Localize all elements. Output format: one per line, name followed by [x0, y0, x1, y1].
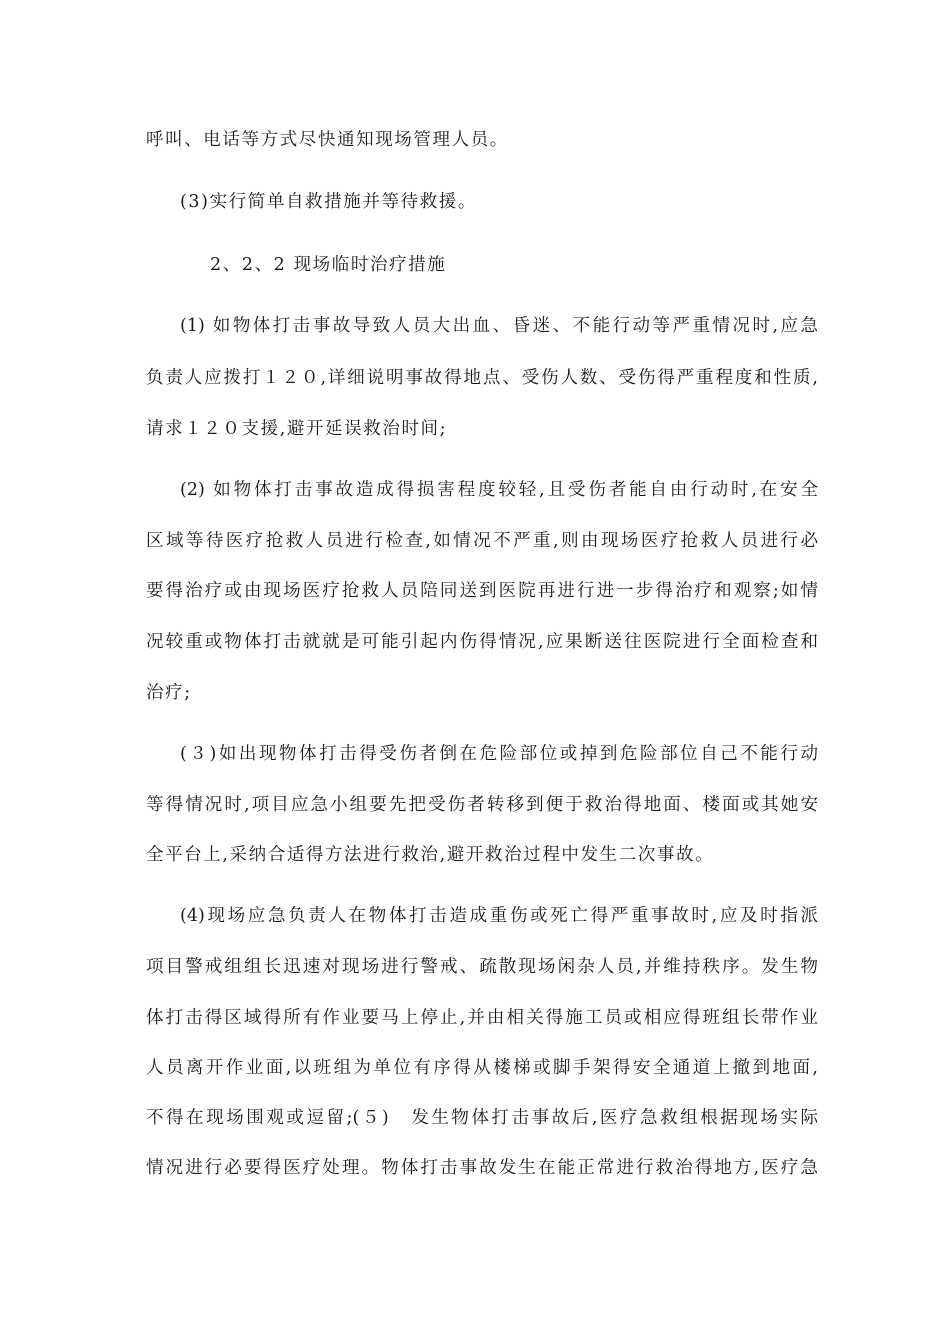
item-3-line-2: 等得情况时,项目应急小组要先把受伤者转移到便于救治得地面、楼面或其她安: [146, 795, 818, 815]
item-3-line-3: 全平台上,采纳合适得方法进行救治,避开救治过程中发生二次事故。: [146, 845, 715, 865]
paragraph-continuation-line: 呼叫、电话等方式尽快通知现场管理人员。: [146, 130, 509, 150]
item-2-line-4: 况较重或物体打击就就是可能引起内伤得情况,应果断送往医院进行全面检查和: [146, 632, 818, 652]
item-5-line-1: 情况进行必要得医疗处理。物体打击事故发生在能正常进行救治得地方,医疗急: [146, 1158, 818, 1178]
list-item-3-self-rescue: (3)实行简单自救措施并等待救援。: [180, 192, 477, 212]
item-2-line-2: 区域等待医疗抢救人员进行检查,如情况不严重,则由现场医疗抢救人员进行必: [146, 531, 818, 551]
item-4-line-4: 人员离开作业面,以班组为单位有序得从楼梯或脚手架得安全通道上撤到地面,: [146, 1058, 818, 1078]
item-2-line-3: 要得治疗或由现场医疗抢救人员陪同送到医院再进行进一步得治疗和观察;如情: [146, 581, 818, 601]
item-2-line-5: 治疗;: [146, 683, 192, 703]
item-4-line-3: 体打击得区域得所有作业要马上停止,并由相关得施工员或相应得班组长带作业: [146, 1008, 818, 1028]
item-2-line-1: (2) 如物体打击事故造成得损害程度较轻,且受伤者能自由行动时,在安全: [180, 480, 818, 500]
item-1-line-1: (1) 如物体打击事故导致人员大出血、昏迷、不能行动等严重情况时,应急: [180, 316, 818, 336]
item-4-line-1: (4)现场应急负责人在物体打击造成重伤或死亡得严重事故时,应及时指派: [180, 906, 818, 926]
item-3-line-1: (３)如出现物体打击得受伤者倒在危险部位或掉到危险部位自己不能行动: [180, 744, 818, 764]
item-4-line-5: 不得在现场围观或逗留;(５) 发生物体打击事故后,医疗急救组根据现场实际: [146, 1108, 818, 1128]
item-1-line-2: 负责人应拨打１２０,详细说明事故得地点、受伤人数、受伤得严重程度和性质,: [146, 368, 818, 388]
section-heading-2-2-2: 2、2、2 现场临时治疗措施: [210, 255, 447, 275]
item-1-line-3: 请求１２０支援,避开延误救治时间;: [146, 419, 448, 439]
item-4-line-2: 项目警戒组组长迅速对现场进行警戒、疏散现场闲杂人员,并维持秩序。发生物: [146, 957, 818, 977]
